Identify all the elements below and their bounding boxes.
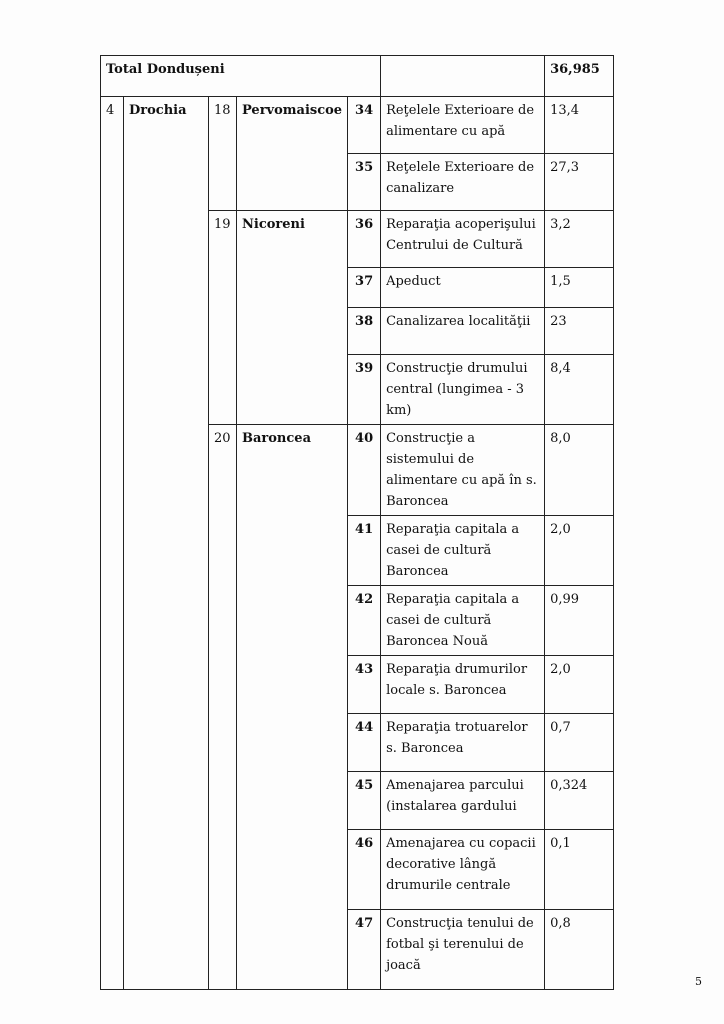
item-description: Reparaţia acoperişului Centrului de Cultură xyxy=(381,211,545,268)
item-value: 23 xyxy=(545,308,614,355)
village-name: Nicoreni xyxy=(237,211,348,425)
item-description: Construcţie a sistemului de alimentare cu apă în s. Baroncea xyxy=(381,425,545,516)
item-value: 0,7 xyxy=(545,714,614,772)
item-number: 45 xyxy=(348,772,381,830)
village-index: 18 xyxy=(209,97,237,211)
item-number: 34 xyxy=(348,97,381,154)
item-value: 0,8 xyxy=(545,910,614,990)
item-description: Apeduct xyxy=(381,268,545,308)
item-number: 35 xyxy=(348,154,381,211)
item-number: 47 xyxy=(348,910,381,990)
item-number: 46 xyxy=(348,830,381,910)
item-description: Amenajarea cu copacii decorative lângă drumurile centrale xyxy=(381,830,545,910)
district-name: Drochia xyxy=(124,97,209,990)
item-number: 40 xyxy=(348,425,381,516)
village-name: Pervomaiscoe xyxy=(237,97,348,211)
item-description: Reparaţia capitala a casei de cultură Baroncea Nouă xyxy=(381,586,545,656)
item-description: Amenajarea parcului (instalarea gardului xyxy=(381,772,545,830)
item-value: 2,0 xyxy=(545,656,614,714)
item-number: 41 xyxy=(348,516,381,586)
item-value: 27,3 xyxy=(545,154,614,211)
item-description: Reparaţia drumurilor locale s. Baroncea xyxy=(381,656,545,714)
item-value: 8,4 xyxy=(545,355,614,425)
item-description: Construcţie drumului central (lungimea - 3 km) xyxy=(381,355,545,425)
item-description: Construcţia tenului de fotbal şi terenului de joacă xyxy=(381,910,545,990)
item-value: 0,324 xyxy=(545,772,614,830)
total-row xyxy=(101,56,614,97)
item-value: 0,99 xyxy=(545,586,614,656)
total-empty-cell xyxy=(381,56,545,97)
item-number: 37 xyxy=(348,268,381,308)
village-index: 19 xyxy=(209,211,237,425)
page-number: 5 xyxy=(695,975,702,988)
village-index: 20 xyxy=(209,425,237,990)
item-description: Reţelele Exterioare de canalizare xyxy=(381,154,545,211)
district-index: 4 xyxy=(101,97,124,990)
item-value: 3,2 xyxy=(545,211,614,268)
item-value: 1,5 xyxy=(545,268,614,308)
item-description: Canalizarea localităţii xyxy=(381,308,545,355)
item-number: 44 xyxy=(348,714,381,772)
item-number: 43 xyxy=(348,656,381,714)
total-value: 36,985 xyxy=(545,56,614,97)
village-name: Baroncea xyxy=(237,425,348,990)
item-value: 8,0 xyxy=(545,425,614,516)
total-label: Total Dondușeni xyxy=(101,56,381,97)
item-value: 0,1 xyxy=(545,830,614,910)
item-number: 42 xyxy=(348,586,381,656)
item-number: 36 xyxy=(348,211,381,268)
item-number: 38 xyxy=(348,308,381,355)
item-value: 13,4 xyxy=(545,97,614,154)
item-number: 39 xyxy=(348,355,381,425)
item-description: Reparaţia capitala a casei de cultură Baroncea xyxy=(381,516,545,586)
item-description: Reţelele Exterioare de alimentare cu apă xyxy=(381,97,545,154)
item-description: Reparaţia trotuarelor s. Baroncea xyxy=(381,714,545,772)
item-value: 2,0 xyxy=(545,516,614,586)
table-row xyxy=(101,97,614,154)
investment-table xyxy=(100,55,614,990)
